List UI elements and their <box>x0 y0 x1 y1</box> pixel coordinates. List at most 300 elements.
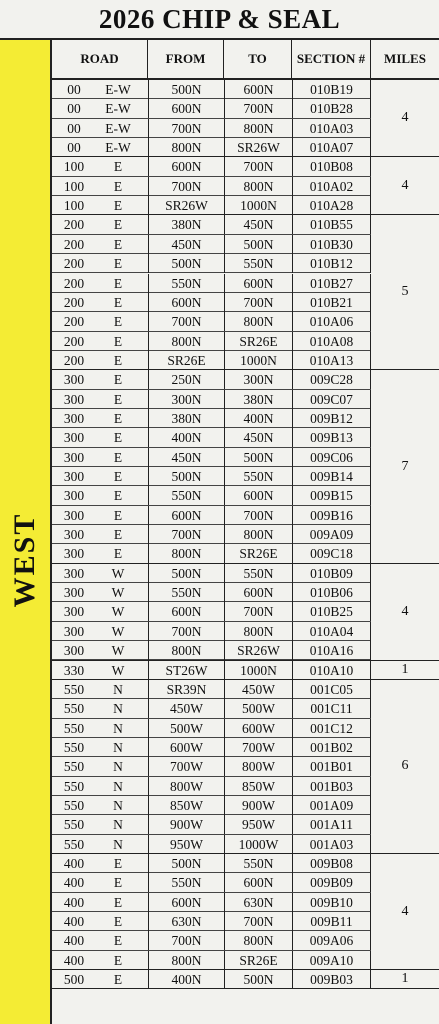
road-cell: 200 <box>63 333 85 349</box>
from-cell: 600N <box>148 893 224 912</box>
miles-value: 7 <box>401 458 409 474</box>
table-row <box>52 951 371 970</box>
table-row <box>52 80 371 99</box>
from-cell: 600N <box>148 602 224 621</box>
direction-cell: E <box>113 159 123 175</box>
from-cell: 500N <box>148 854 224 873</box>
from-cell: 700N <box>148 931 224 950</box>
section-cell: 009B14 <box>292 467 371 486</box>
to-cell: 800N <box>224 119 292 138</box>
table-row <box>52 119 371 138</box>
road-cell: 300 <box>63 449 85 465</box>
direction-cell: E <box>113 236 123 252</box>
to-cell: 600N <box>224 583 292 602</box>
from-cell: 250N <box>148 370 224 389</box>
section-cell: 010A08 <box>292 332 371 351</box>
direction-cell: W <box>111 565 125 581</box>
direction-cell: E <box>113 275 123 291</box>
to-cell: 500N <box>224 970 292 989</box>
road-cell: 500 <box>63 972 85 988</box>
from-cell: 400N <box>148 970 224 989</box>
from-cell: 700N <box>148 312 224 331</box>
road-cell: 400 <box>63 952 85 968</box>
section-cell: 001A09 <box>292 796 371 815</box>
section-cell: 010B27 <box>292 274 371 293</box>
header-to: TO <box>224 40 292 78</box>
road-cell: 400 <box>63 856 85 871</box>
group-divider <box>52 988 371 989</box>
table-row <box>52 873 371 892</box>
to-cell: 900W <box>224 796 292 815</box>
road-cell: 400 <box>63 933 85 949</box>
from-cell: 400N <box>148 428 224 447</box>
section-cell: 009A06 <box>292 931 371 950</box>
section-cell: 009C07 <box>292 390 371 409</box>
road-cell: 300 <box>63 643 85 659</box>
to-cell: 380N <box>224 390 292 409</box>
table-row <box>52 390 371 409</box>
to-cell: 700N <box>224 506 292 525</box>
road-cell: 550 <box>63 759 85 775</box>
from-cell: 700W <box>148 757 224 776</box>
from-cell: 500N <box>148 467 224 486</box>
from-cell: 500N <box>148 254 224 273</box>
direction-cell: E <box>113 391 123 407</box>
from-cell: 600N <box>148 99 224 118</box>
direction-cell: E <box>113 488 123 504</box>
table-row <box>52 854 371 873</box>
table-row <box>52 931 371 950</box>
section-cell: 010B55 <box>292 215 371 234</box>
road-cell: 200 <box>63 217 85 233</box>
to-cell: 800N <box>224 312 292 331</box>
section-cell: 009B15 <box>292 486 371 505</box>
road-cell: 550 <box>63 836 85 852</box>
header-from: FROM <box>148 40 224 78</box>
miles-group <box>371 661 439 680</box>
from-cell: 800N <box>148 138 224 157</box>
road-cell: 300 <box>63 623 85 639</box>
section-cell: 001C05 <box>292 680 371 699</box>
direction-cell: E <box>113 410 123 426</box>
road-cell: 200 <box>63 236 85 252</box>
table-row <box>52 409 371 428</box>
section-cell: 001C11 <box>292 699 371 718</box>
to-cell: 450W <box>224 680 292 699</box>
road-cell: 100 <box>63 178 85 194</box>
table-row <box>52 274 371 293</box>
from-cell: 450W <box>148 699 224 718</box>
table-row <box>52 235 371 254</box>
from-cell: SR26W <box>148 196 224 215</box>
road-cell: 300 <box>63 469 85 484</box>
from-cell: 700N <box>148 119 224 138</box>
direction-cell: E <box>113 372 123 388</box>
road-cell: 550 <box>63 720 85 736</box>
table-row <box>52 699 371 718</box>
direction-cell: E <box>113 314 123 330</box>
table-row <box>52 564 371 583</box>
section-cell: 009C18 <box>292 544 371 563</box>
section-cell: 009B11 <box>292 912 371 931</box>
road-cell: 330 <box>63 662 85 678</box>
miles-value: 4 <box>401 110 409 126</box>
road-cell: 300 <box>63 604 85 620</box>
table-row <box>52 544 371 563</box>
to-cell: 600N <box>224 486 292 505</box>
direction-cell: E <box>113 972 123 988</box>
miles-value: 1 <box>401 971 409 987</box>
road-cell: 300 <box>63 565 85 581</box>
section-cell: 010A07 <box>292 138 371 157</box>
from-cell: 550N <box>148 583 224 602</box>
direction-cell: E <box>113 894 123 910</box>
section-cell: 009A10 <box>292 951 371 970</box>
direction-cell: N <box>113 836 123 852</box>
miles-group <box>371 215 439 370</box>
table-row <box>52 177 371 196</box>
to-cell: 1000N <box>224 351 292 370</box>
road-cell: 550 <box>63 739 85 755</box>
to-cell: 700N <box>224 99 292 118</box>
direction-cell: W <box>111 623 125 639</box>
from-cell: 600W <box>148 738 224 757</box>
to-cell: 550N <box>224 467 292 486</box>
table-row <box>52 796 371 815</box>
direction-cell: E-W <box>105 101 131 117</box>
to-cell: 600N <box>224 873 292 892</box>
table-row <box>52 312 371 331</box>
road-table <box>0 38 439 1024</box>
from-cell: 380N <box>148 215 224 234</box>
table-row <box>52 467 371 486</box>
miles-group <box>371 80 439 157</box>
direction-cell: N <box>113 739 123 755</box>
road-cell: 550 <box>63 817 85 833</box>
header-road: ROAD <box>52 40 148 78</box>
from-cell: 380N <box>148 409 224 428</box>
to-cell: 800N <box>224 177 292 196</box>
section-cell: 010B28 <box>292 99 371 118</box>
region-sidebar <box>0 40 52 1024</box>
section-cell: 010A02 <box>292 177 371 196</box>
to-cell: 800N <box>224 525 292 544</box>
section-cell: 009C06 <box>292 448 371 467</box>
table-row <box>52 99 371 118</box>
table-row <box>52 138 371 157</box>
road-cell: 300 <box>63 527 85 543</box>
from-cell: 300N <box>148 390 224 409</box>
section-cell: 001C12 <box>292 719 371 738</box>
direction-cell: E <box>113 546 123 562</box>
section-cell: 010B12 <box>292 254 371 273</box>
road-cell: 300 <box>63 391 85 407</box>
to-cell: 550N <box>224 564 292 583</box>
road-cell: 550 <box>63 797 85 813</box>
from-cell: 500W <box>148 719 224 738</box>
from-cell: 600N <box>148 157 224 176</box>
from-cell: 450N <box>148 448 224 467</box>
direction-cell: E <box>113 527 123 543</box>
miles-value: 4 <box>401 603 409 619</box>
direction-cell: E <box>113 952 123 968</box>
table-row <box>52 757 371 776</box>
from-cell: 550N <box>148 873 224 892</box>
direction-cell: E <box>113 914 123 930</box>
direction-cell: E <box>113 449 123 465</box>
to-cell: 800N <box>224 931 292 950</box>
table-row <box>52 254 371 273</box>
to-cell: SR26W <box>224 138 292 157</box>
road-cell: 300 <box>63 488 85 504</box>
from-cell: 500N <box>148 564 224 583</box>
section-cell: 009B09 <box>292 873 371 892</box>
table-row <box>52 506 371 525</box>
to-cell: 700N <box>224 157 292 176</box>
to-cell: 600W <box>224 719 292 738</box>
section-cell: 009B08 <box>292 854 371 873</box>
section-cell: 009B12 <box>292 409 371 428</box>
miles-group <box>371 854 439 970</box>
to-cell: 630N <box>224 893 292 912</box>
road-cell: 300 <box>63 585 85 601</box>
direction-cell: E <box>113 933 123 949</box>
direction-cell: E <box>113 856 123 871</box>
table-row <box>52 583 371 602</box>
to-cell: SR26E <box>224 332 292 351</box>
table-row <box>52 525 371 544</box>
road-cell: 300 <box>63 430 85 446</box>
direction-cell: N <box>113 797 123 813</box>
miles-value: 1 <box>401 661 409 677</box>
to-cell: 400N <box>224 409 292 428</box>
to-cell: 800N <box>224 622 292 641</box>
road-cell: 00 <box>67 101 81 117</box>
to-cell: 500N <box>224 235 292 254</box>
road-cell: 400 <box>63 914 85 930</box>
road-cell: 300 <box>63 507 85 523</box>
to-cell: SR26E <box>224 544 292 563</box>
section-cell: 010B08 <box>292 157 371 176</box>
table-row <box>52 196 371 215</box>
direction-cell: E <box>113 875 123 891</box>
to-cell: 450N <box>224 428 292 447</box>
section-cell: 010A04 <box>292 622 371 641</box>
table-row <box>52 661 371 680</box>
direction-cell: W <box>111 662 125 678</box>
table-row <box>52 448 371 467</box>
from-cell: 950W <box>148 835 224 854</box>
direction-cell: E <box>113 469 123 484</box>
road-cell: 00 <box>67 120 81 136</box>
to-cell: 700W <box>224 738 292 757</box>
road-cell: 400 <box>63 875 85 891</box>
miles-group <box>371 680 439 854</box>
to-cell: 550N <box>224 854 292 873</box>
to-cell: 300N <box>224 370 292 389</box>
to-cell: 700N <box>224 912 292 931</box>
direction-cell: E <box>113 507 123 523</box>
from-cell: 500N <box>148 80 224 99</box>
from-cell: 600N <box>148 293 224 312</box>
to-cell: 1000N <box>224 196 292 215</box>
to-cell: 950W <box>224 815 292 834</box>
from-cell: 800N <box>148 332 224 351</box>
section-cell: 001A03 <box>292 835 371 854</box>
to-cell: 450N <box>224 215 292 234</box>
from-cell: 450N <box>148 235 224 254</box>
from-cell: ST26W <box>148 661 224 680</box>
section-cell: 010B30 <box>292 235 371 254</box>
road-cell: 200 <box>63 275 85 291</box>
direction-cell: E <box>113 333 123 349</box>
direction-cell: N <box>113 681 123 697</box>
to-cell: 800W <box>224 757 292 776</box>
section-cell: 001B03 <box>292 777 371 796</box>
from-cell: SR26E <box>148 351 224 370</box>
to-cell: 600N <box>224 274 292 293</box>
section-cell: 010B19 <box>292 80 371 99</box>
from-cell: 700N <box>148 622 224 641</box>
direction-cell: E-W <box>105 140 131 156</box>
direction-cell: E-W <box>105 120 131 136</box>
direction-cell: E <box>113 352 123 368</box>
road-cell: 550 <box>63 778 85 794</box>
table-row <box>52 912 371 931</box>
to-cell: 500W <box>224 699 292 718</box>
direction-cell: W <box>111 585 125 601</box>
direction-cell: N <box>113 720 123 736</box>
direction-cell: E <box>113 430 123 446</box>
road-cell: 550 <box>63 701 85 717</box>
to-cell: 1000W <box>224 835 292 854</box>
section-cell: 009C28 <box>292 370 371 389</box>
section-cell: 009B10 <box>292 893 371 912</box>
header-miles: MILES <box>384 51 426 66</box>
table-row <box>52 815 371 834</box>
from-cell: 700N <box>148 177 224 196</box>
from-cell: 550N <box>148 486 224 505</box>
table-row <box>52 293 371 312</box>
from-cell: 600N <box>148 506 224 525</box>
section-cell: 010B21 <box>292 293 371 312</box>
road-cell: 200 <box>63 352 85 368</box>
table-row <box>52 680 371 699</box>
section-cell: 010A28 <box>292 196 371 215</box>
road-cell: 400 <box>63 894 85 910</box>
table-row <box>52 622 371 641</box>
table-row <box>52 970 371 989</box>
from-cell: SR39N <box>148 680 224 699</box>
road-cell: 200 <box>63 294 85 310</box>
direction-cell: W <box>111 604 125 620</box>
from-cell: 630N <box>148 912 224 931</box>
from-cell: 800N <box>148 951 224 970</box>
from-cell: 700N <box>148 525 224 544</box>
table-row <box>52 893 371 912</box>
table-header-row <box>52 40 439 80</box>
direction-cell: N <box>113 759 123 775</box>
direction-cell: E <box>113 178 123 194</box>
section-cell: 010A06 <box>292 312 371 331</box>
section-cell: 009B13 <box>292 428 371 447</box>
to-cell: 850W <box>224 777 292 796</box>
road-cell: 300 <box>63 410 85 426</box>
direction-cell: E <box>113 294 123 310</box>
miles-value: 4 <box>401 177 409 193</box>
section-cell: 010A10 <box>292 661 371 680</box>
table-row <box>52 777 371 796</box>
to-cell: 1000N <box>224 661 292 680</box>
to-cell: 550N <box>224 254 292 273</box>
miles-group <box>371 564 439 661</box>
from-cell: 800N <box>148 544 224 563</box>
miles-value: 4 <box>401 903 409 919</box>
table-row <box>52 835 371 854</box>
road-cell: 00 <box>67 140 81 156</box>
section-cell: 010A13 <box>292 351 371 370</box>
section-cell: 009B03 <box>292 970 371 989</box>
section-cell: 009A09 <box>292 525 371 544</box>
header-section: SECTION # <box>292 40 371 78</box>
from-cell: 900W <box>148 815 224 834</box>
direction-cell: E <box>113 198 123 214</box>
section-cell: 010B09 <box>292 564 371 583</box>
direction-cell: N <box>113 817 123 833</box>
direction-cell: N <box>113 778 123 794</box>
table-row <box>52 641 371 660</box>
region-label: WEST <box>8 512 41 608</box>
to-cell: SR26W <box>224 641 292 660</box>
direction-cell: E-W <box>105 82 131 97</box>
miles-group <box>371 970 439 989</box>
table-row <box>52 370 371 389</box>
table-row <box>52 486 371 505</box>
direction-cell: N <box>113 701 123 717</box>
from-cell: 800W <box>148 777 224 796</box>
road-cell: 200 <box>63 314 85 330</box>
miles-group <box>371 370 439 564</box>
direction-cell: E <box>113 217 123 233</box>
table-row <box>52 428 371 447</box>
road-cell: 100 <box>63 198 85 214</box>
from-cell: 850W <box>148 796 224 815</box>
road-cell: 300 <box>63 372 85 388</box>
section-cell: 009B16 <box>292 506 371 525</box>
section-cell: 001B01 <box>292 757 371 776</box>
road-cell: 300 <box>63 546 85 562</box>
road-cell: 200 <box>63 256 85 272</box>
to-cell: SR26E <box>224 951 292 970</box>
from-cell: 550N <box>148 274 224 293</box>
table-row <box>52 215 371 234</box>
to-cell: 500N <box>224 448 292 467</box>
section-cell: 001A11 <box>292 815 371 834</box>
miles-group <box>371 157 439 215</box>
direction-cell: E <box>113 256 123 272</box>
table-row <box>52 719 371 738</box>
table-row <box>52 332 371 351</box>
road-cell: 550 <box>63 681 85 697</box>
table-row <box>52 738 371 757</box>
section-cell: 010A03 <box>292 119 371 138</box>
table-row <box>52 351 371 370</box>
section-cell: 010B25 <box>292 602 371 621</box>
table-row <box>52 602 371 621</box>
miles-value: 5 <box>401 284 409 300</box>
page-title: 2026 CHIP & SEAL <box>98 4 341 34</box>
to-cell: 600N <box>224 80 292 99</box>
